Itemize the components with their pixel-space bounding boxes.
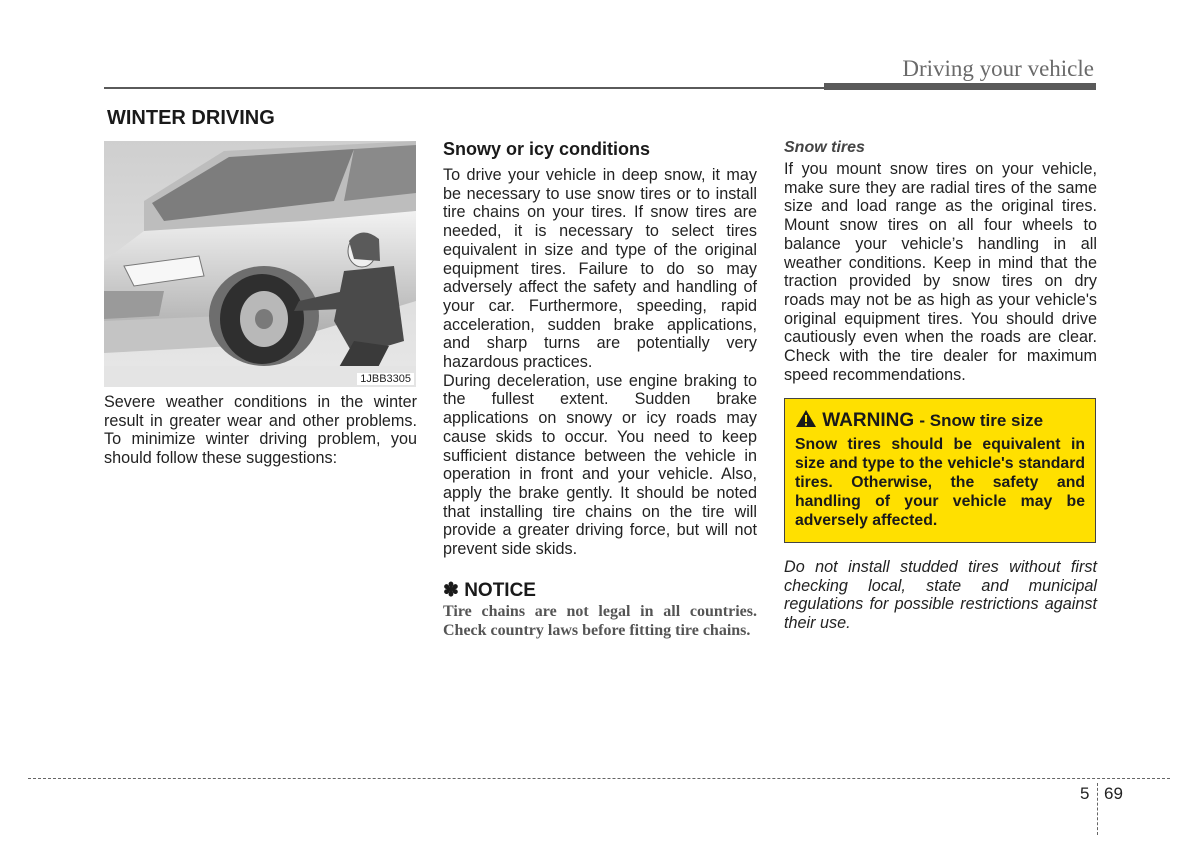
car-illustration-svg xyxy=(104,141,416,387)
page-heading: WINTER DRIVING xyxy=(107,107,275,129)
page-number: 69 xyxy=(1104,784,1123,803)
warning-text: Snow tires should be equivalent in size and type to the vehicle's standard tires. Otherwise, the safety and handling of your vehicle may be adversely affected. xyxy=(795,436,1085,529)
snowy-conditions-title: Snowy or icy conditions xyxy=(443,139,651,159)
warning-subtitle: - Snow tire size xyxy=(919,411,1044,430)
chapter-number: 5 xyxy=(1080,784,1090,803)
footer-divider xyxy=(1097,783,1098,835)
notice-text: Tire chains are not legal in all countries. Check country laws before fitting tire chains. xyxy=(443,602,757,639)
intro-paragraph: Severe weather conditions in the winter result in greater wear and other problems. To minimize winter driving problem, you should follow these suggestions: xyxy=(104,393,417,468)
snow-tires-paragraph: If you mount snow tires on your vehicle, make sure they are radial tires of the same size and load range as the original tires. Mount snow tires on all four wheels to balance your vehicle’s handling in all weather conditions. Keep in mind that the traction provided by snow tires on dry roads may not be as high as your vehicle's original equipment tires. You should drive cautiously even when the roads are clear. Check with the tire dealer for maximum speed recommendations. xyxy=(784,160,1097,384)
snow-tires-title: Snow tires xyxy=(784,139,865,156)
car-tire-illustration xyxy=(104,141,416,387)
studded-tires-note: Do not install studded tires without first checking local, state and municipal regulations for possible restrictions against their use. xyxy=(784,558,1097,633)
footer-rule xyxy=(28,778,1170,779)
snowy-paragraph-1: To drive your vehicle in deep snow, it may be necessary to use snow tires or to install tire chains on your tires. If snow tires are needed, it is necessary to select tires equivalent in size and type of the original equipment tires. Failure to do so may adversely affect the safety and handling of your car. Furthermore, speeding, rapid acceleration, sudden brake applications, and sharp turns are potentially very hazardous practices. xyxy=(443,166,757,372)
warning-label: WARNING xyxy=(822,410,915,431)
notice-title: ✽ NOTICE xyxy=(443,579,536,601)
snowy-paragraph-2: During deceleration, use engine braking to the fullest extent. Sudden brake applications on snowy or icy roads may cause skids to occur. You need to keep sufficient distance between the vehicle in operation in front and your vehicle. Also, apply the brake gently. It should be noted that installing tire chains on the tire will provide a greater driving force, but will not prevent side skids. xyxy=(443,371,757,559)
running-header: Driving your vehicle xyxy=(902,56,1094,81)
header-rule-accent xyxy=(824,83,1096,90)
snowy-conditions-column xyxy=(443,139,757,640)
warning-triangle-icon xyxy=(795,409,817,428)
snow-tires-column xyxy=(784,139,1097,384)
figure-label: 1JBB3305 xyxy=(357,373,414,385)
warning-box xyxy=(784,398,1096,543)
warning-heading xyxy=(795,409,1085,432)
